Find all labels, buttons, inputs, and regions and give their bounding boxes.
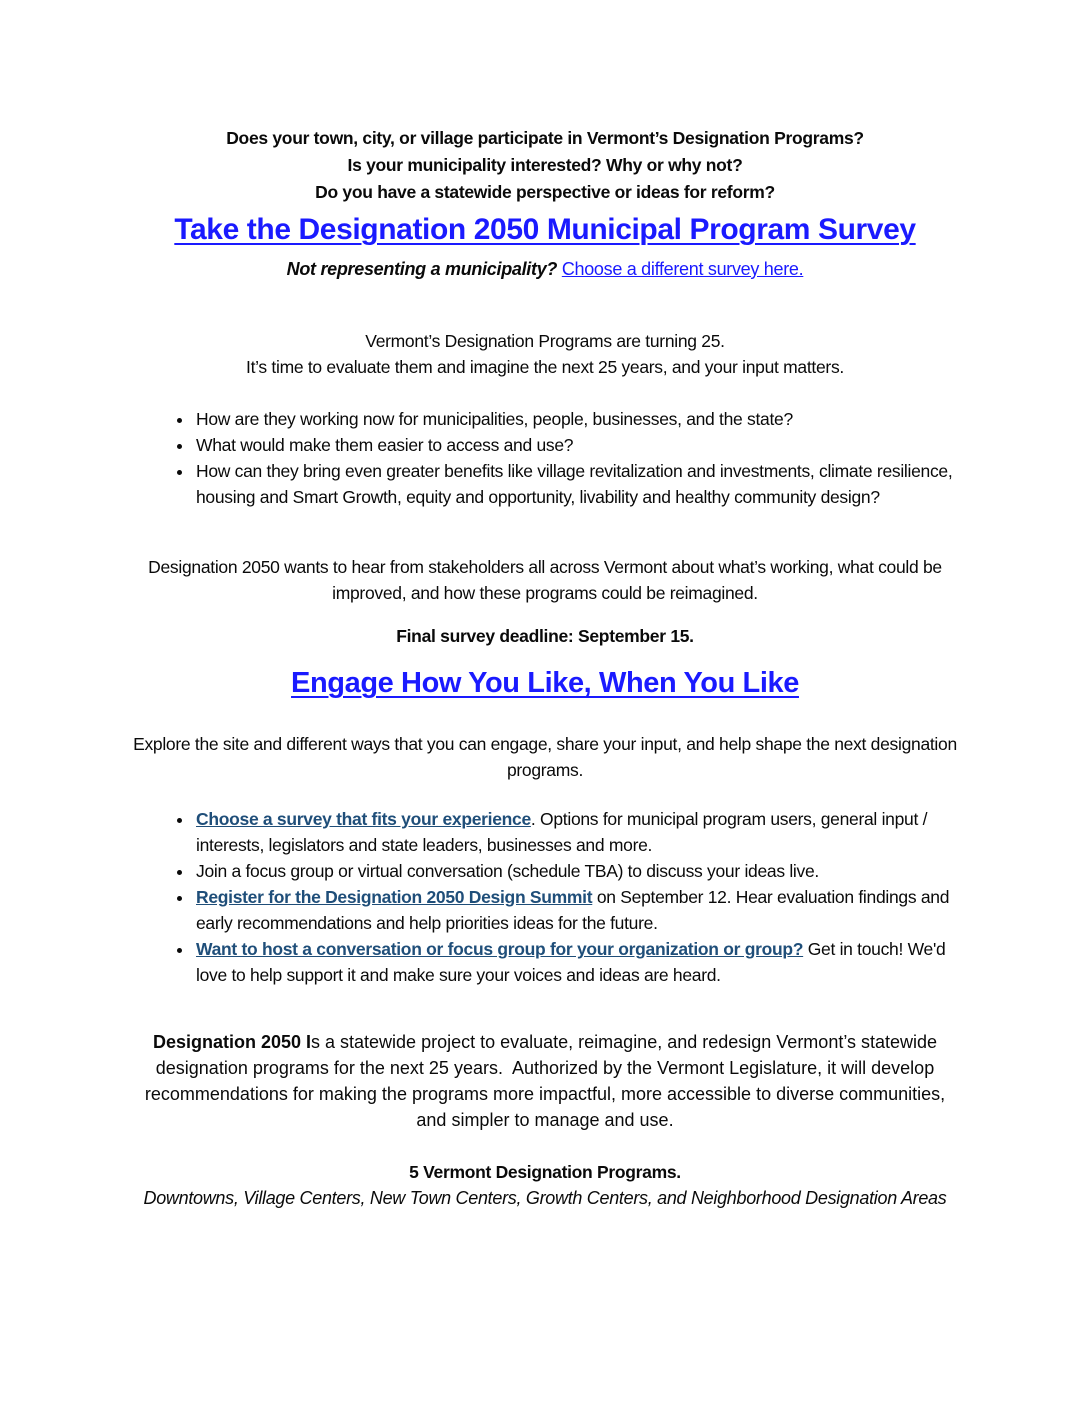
host-conversation-link[interactable]: Want to host a conversation or focus group for your organization or group?	[196, 939, 804, 959]
bullet-text: Join a focus group or virtual conversation (schedule TBA) to discuss your ideas live.	[196, 861, 819, 881]
list-item	[194, 884, 962, 936]
bullet-text: How can they bring even greater benefits like village revitalization and investments, climate resilience, housing and Smart Growth, equity and opportunity, livability and healthy community design?	[196, 461, 953, 507]
about-rest: s a statewide project to evaluate, reimagine, and redesign Vermont’s statewide designation programs for the next 25 years. Authorized by the Vermont Legislature, it will develop recommendations for making the programs more impactful, more accessible to diverse communities, and simpler to manage and use.	[144, 1032, 951, 1130]
subtitle	[128, 256, 962, 282]
list-item	[194, 806, 962, 858]
different-survey-link[interactable]: Choose a different survey here.	[561, 259, 804, 279]
bullet-text: How are they working now for municipalities, people, businesses, and the state?	[196, 409, 793, 429]
design-summit-link[interactable]: Register for the Designation 2050 Design Summit	[196, 887, 593, 907]
turning-25-paragraph	[128, 328, 962, 380]
bullet-text: . Options for municipal program users, general input / interests, legislators and state leaders, businesses and more.	[196, 809, 928, 855]
stakeholders-paragraph: Designation 2050 wants to hear from stakeholders all across Vermont about what’s working, what could be improved, and how these programs could be reimagined.	[148, 557, 942, 603]
list-item	[194, 406, 962, 432]
explore-paragraph: Explore the site and different ways that you can engage, share your input, and help shape the next designation programs.	[133, 734, 957, 780]
engage-heading-wrap	[128, 667, 962, 700]
bullet-text: Get in touch! We'd love to help support it and make sure your voices and ideas are heard.	[196, 939, 946, 985]
turning-line-1: Vermont’s Designation Programs are turning 25.	[365, 331, 725, 351]
engage-heading-link[interactable]: Engage How You Like, When You Like	[291, 667, 799, 699]
question-bullets-list	[128, 406, 962, 510]
programs-heading: 5 Vermont Designation Programs.	[409, 1162, 681, 1182]
list-item	[194, 432, 962, 458]
deadline-text: Final survey deadline: September 15.	[396, 626, 694, 646]
intro-line-3: Do you have a statewide perspective or ideas for reform?	[315, 182, 775, 202]
subtitle-lead: Not representing a municipality?	[286, 259, 562, 279]
intro-line-1: Does your town, city, or village participate in Vermont’s Designation Programs?	[226, 128, 864, 148]
list-item	[194, 936, 962, 988]
main-heading-wrap	[128, 213, 962, 247]
about-lead: Designation 2050 I	[152, 1032, 312, 1052]
about-paragraph	[128, 1029, 962, 1133]
list-item	[194, 858, 962, 884]
intro-questions	[128, 125, 962, 206]
bullet-text: What would make them easier to access and use?	[196, 435, 574, 455]
bullet-text: on September 12. Hear evaluation findings and early recommendations and help priorities ideas for the future.	[196, 887, 950, 933]
engage-options-list	[128, 806, 962, 988]
municipal-survey-link[interactable]: Take the Designation 2050 Municipal Program Survey	[174, 213, 916, 246]
list-item	[194, 458, 962, 510]
turning-line-2: It’s time to evaluate them and imagine the next 25 years, and your input matters.	[246, 357, 844, 377]
programs-list: Downtowns, Village Centers, New Town Centers, Growth Centers, and Neighborhood Designation Areas	[143, 1188, 947, 1208]
intro-line-2: Is your municipality interested? Why or why not?	[347, 155, 743, 175]
choose-survey-link[interactable]: Choose a survey that fits your experience	[196, 809, 531, 829]
